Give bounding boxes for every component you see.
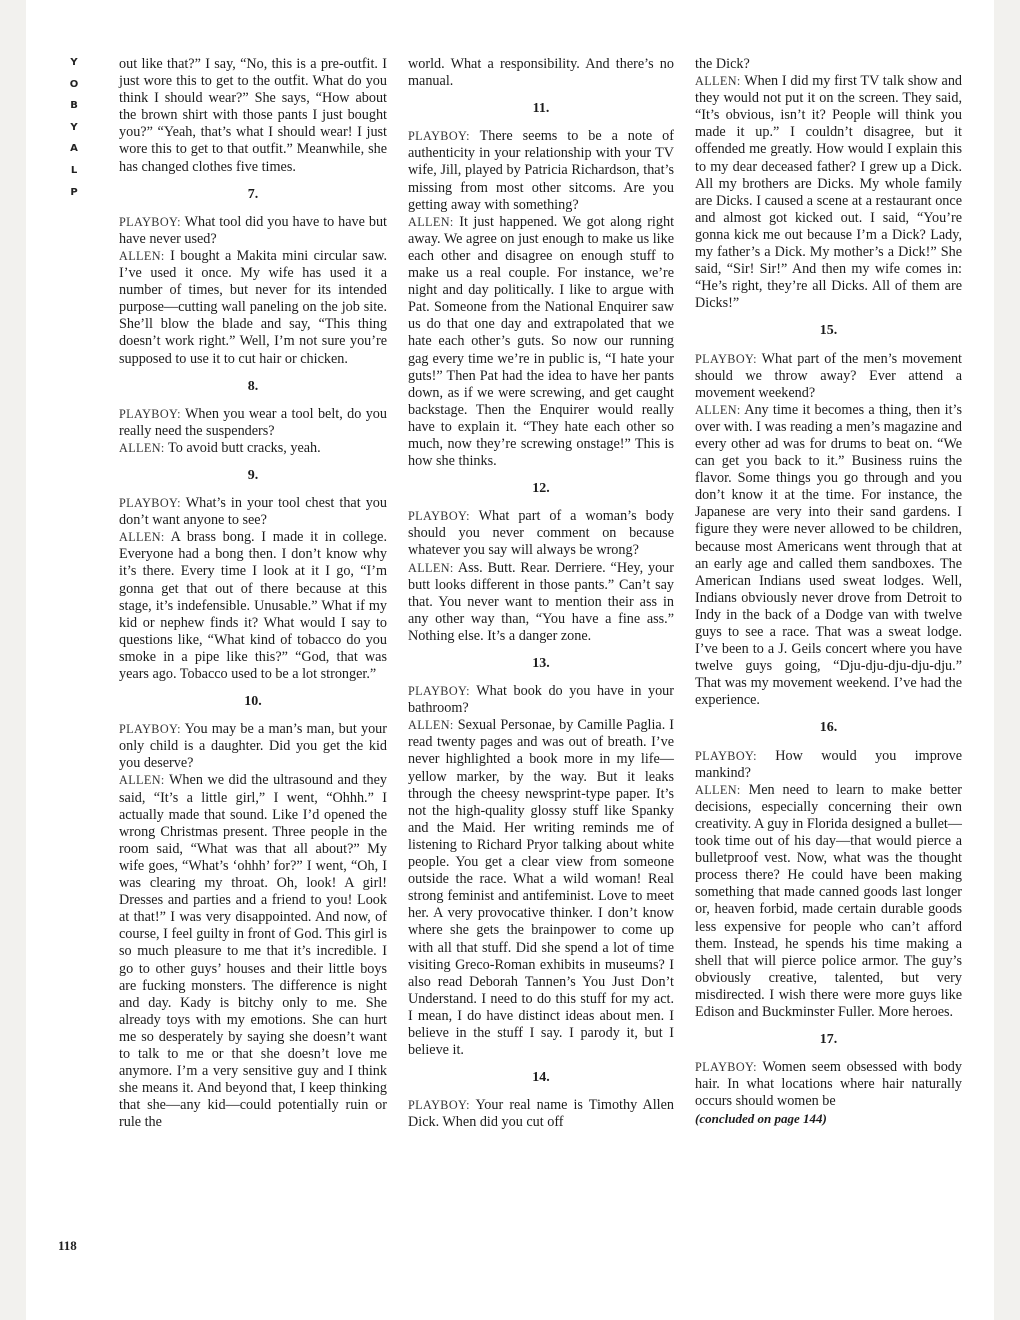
speaker-label-allen: ALLEN:	[408, 560, 454, 575]
subject-answer	[119, 440, 387, 457]
paragraph-text: Sexual Personae, by Camille Paglia. I read twenty pages and was out of breath. I’ve never highlighted a book more in my life—yellow marker, by the way. But it leaks through the cheesy newsprint-type paper. It’s not the high-quality glossy stuff like Spanky and the Maid. Her writing reminds me of listening to Richard Pryor talking about white people. You get a clear view from someone outside the race. What a wild woman! Real strong feminist and antifeminist. Love to meet her. A very provocative thinker. I don’t know where she gets the brainpower to come up with all that stuff. Did she spend a lot of time visiting Greco-Roman exhibits in museums? I also read Deborah Tannen’s You Just Don’t Understand. I need to do this stuff for my act. I mean, I do have distinct ideas about men. I believe in the stuff I say. I parody it, but I believe it.	[408, 717, 675, 1059]
subject-answer	[119, 529, 387, 683]
speaker-label-playboy: PLAYBOY:	[408, 129, 470, 144]
paragraph-text: the Dick?	[695, 56, 750, 72]
paragraph-text: Your real name is Timothy Allen Dick. When did you cut off	[408, 1097, 674, 1131]
speaker-label-playboy: PLAYBOY:	[119, 214, 181, 229]
speaker-label-playboy: PLAYBOY:	[695, 748, 757, 763]
paragraph-text: When we did the ultrasound and they said, “It’s a little girl,” I went, “Ohhh.” I actually made that sound. Like I’d opened the wrong Christmas present. Three people in the room said, “What was that all about?” My wife goes, “What’s ‘ohhh’ for?” I went, “Oh, I was clearing my throat. Oh, look! A girl! Dresses and parties and a friend to you! Look at that!” I was very disappointed. And now, of course, I feel guilty in front of God. This girl is so much pleasure to me that it’s incredible. I go to other guys’ houses and their little boys are fucking monsters. The difference is night and day. Kady is bitchy only to me. She already toys with my emotions. She can hurt me so desperately by saying she doesn’t want to talk to me or that she doesn’t love me anymore. I’m a very sensitive guy and I think she means it. And beyond that, I keep thinking that she—any kid—could potentially ruin or rule the	[119, 772, 387, 1131]
interviewer-question	[119, 214, 387, 248]
interviewer-question	[408, 683, 674, 717]
question-number: 16.	[819, 720, 838, 736]
paragraph-text: Ass. Butt. Rear. Derriere. “Hey, your butt looks different in those pants.” Can’t say that. You never want to mention their ass in any other way than, “You have a fine ass.” Nothing else. It’s a danger zone.	[408, 559, 675, 644]
running-head-letter: O	[69, 78, 79, 90]
paragraph-text: To avoid butt cracks, yeah.	[168, 439, 321, 456]
question-number: 17.	[819, 1032, 838, 1048]
subject-answer	[119, 772, 387, 1131]
paragraph-text: There seems to be a note of authenticity in your relationship with your TV wife, Jill, played by Patricia Richardson, that’s missing from most other sitcoms. Are you getting away with something?	[408, 128, 674, 213]
interviewer-question	[695, 1059, 962, 1110]
paragraph-text: What part of the men’s movement should we throw away? Ever attend a movement weekend?	[695, 350, 962, 401]
subject-answer	[695, 402, 962, 710]
question-number: 10.	[244, 694, 262, 710]
question-number: 14.	[532, 1070, 550, 1086]
running-head-letter: B	[70, 100, 78, 112]
paragraph-text: A brass bong. I made it in college. Everyone had a bong then. I don’t know why it’s there. Every time I look at it I go, “I’m gonna get that out of there because at this stage, it’s indefensible. Unusable.” What if my kid or nephew finds it? What would I say to questions like, “What kind of tobacco do you smoke in a pipe like this?” “God, that was years ago. Tobacco used to be a lot stronger.”	[119, 529, 387, 682]
interviewer-question	[119, 721, 387, 772]
subject-answer	[408, 560, 674, 645]
paragraph-text: I bought a Makita mini circular saw. I’ve used it once. My wife has used it a number of times, but never for its intended purpose—cutting wall paneling on the job site. She’ll blow the blade and say, “This thing doesn’t work right.” Well, I’m not sure you’re supposed to use it to cut hair or chicken.	[119, 247, 387, 367]
subject-answer	[408, 717, 674, 1059]
question-number: 8.	[247, 378, 259, 394]
paragraph-text: out like that?” I say, “No, this is a pre-outfit. I just wore this to get to the outfit. What do you think I should wear?” She says, “How about the brown shirt with those pants I just bought you?” “Yeah, that’s what I should wear! I just wore this to get to that outfit.” Meanwhile, she has changed clothes five times.	[119, 56, 387, 175]
paragraph-text: When you wear a tool belt, do you really need the suspenders?	[119, 405, 387, 439]
speaker-label-allen: ALLEN:	[695, 782, 741, 797]
speaker-label-allen: ALLEN:	[695, 74, 741, 89]
question-number: 15.	[819, 323, 838, 339]
question-number: 7.	[247, 186, 259, 202]
interviewer-question	[695, 748, 962, 782]
page-number: 118	[58, 1238, 77, 1253]
continuation-note: (concluded on page 144)	[695, 1111, 827, 1127]
interviewer-question	[119, 495, 387, 529]
paragraph-text: You may be a man’s man, but your only child is a daughter. Did you get the kid you deserve?	[119, 721, 387, 772]
interviewer-question	[408, 1097, 674, 1131]
interviewer-question	[695, 351, 962, 402]
question-number: 11.	[532, 101, 550, 117]
paragraph	[119, 56, 387, 176]
speaker-label-allen: ALLEN:	[695, 402, 741, 417]
running-head-letter: L	[70, 164, 78, 176]
magazine-page	[26, 0, 994, 1320]
paragraph	[408, 56, 674, 90]
paragraph-text: What part of a woman’s body should you never comment on because whatever you say will always be wrong?	[408, 508, 674, 559]
text-column-2	[408, 56, 674, 1131]
speaker-label-playboy: PLAYBOY:	[408, 684, 470, 699]
paragraph	[695, 56, 962, 73]
question-number: 13.	[532, 656, 550, 671]
text-column-3	[695, 56, 962, 1128]
speaker-label-allen: ALLEN:	[408, 718, 454, 733]
running-head-letter: P	[70, 186, 78, 198]
speaker-label-allen: ALLEN:	[119, 530, 165, 545]
paragraph-text: world. What a responsibility. And there’s no manual.	[408, 56, 674, 90]
paragraph-text: What’s in your tool chest that you don’t want anyone to see?	[119, 495, 387, 529]
paragraph-text: What tool did you have to have but have never used?	[119, 213, 387, 247]
interviewer-question	[408, 508, 674, 559]
subject-answer	[119, 248, 387, 368]
interviewer-question	[119, 406, 387, 440]
paragraph-text: Women seem obsessed with body hair. In what locations where hair naturally occurs should women be	[695, 1059, 962, 1110]
speaker-label-allen: ALLEN:	[119, 248, 165, 263]
speaker-label-playboy: PLAYBOY:	[119, 722, 181, 737]
speaker-label-playboy: PLAYBOY:	[119, 406, 181, 421]
speaker-label-playboy: PLAYBOY:	[695, 1060, 757, 1075]
speaker-label-playboy: PLAYBOY:	[119, 496, 181, 511]
running-head-letter: Y	[70, 121, 78, 133]
paragraph-text: What book do you have in your bathroom?	[408, 683, 674, 717]
question-number: 12.	[532, 481, 550, 497]
interviewer-question	[408, 128, 674, 213]
paragraph-text: Men need to learn to make better decisions, especially concerning their own creativity. A guy in Florida designed a bullet—took time out of his day—that would pierce a bulletproof vest. Now, what was the thought process there? He could have been making something that made canned goods last longer or, heaven forbid, made certain durable goods less expensive for people who can’t afford them. Instead, he spends his time making a shell that will pierce police armor. The guy’s obviously creative, talented, but very misdirected. I wish there were more guys like Edison and Buckminster Fuller. More heroes.	[695, 781, 963, 1020]
paragraph-text: Any time it becomes a thing, then it’s over with. I was reading a men’s magazine and every other ad was for drums to beat on. “We can get you back to it.” Business ruins the flavor. Some things you go through and you don’t know it at the time. For instance, the Japanese are very into their sand gardens. I figure they were never allowed to be children, because most Americans went through that at an early age and called them sandboxes. The American Indians used sweat lodges. Well, Indians obviously never drove from Detroit to Indy in the back of a Dodge van with twelve guys to see a race. That was a sweat lodge. I’ve been to a J. Geils concert where you have twelve guys going, “Dju-dju-dju-dju-dju.” That was my movement weekend. I’ve had the experience.	[695, 401, 962, 709]
paragraph-text: How would you improve mankind?	[695, 747, 962, 781]
running-head	[67, 52, 81, 203]
speaker-label-playboy: PLAYBOY:	[695, 351, 757, 366]
speaker-label-allen: ALLEN:	[408, 214, 454, 229]
speaker-label-allen: ALLEN:	[119, 773, 165, 788]
subject-answer	[695, 73, 962, 312]
subject-answer	[408, 214, 674, 470]
speaker-label-playboy: PLAYBOY:	[408, 509, 470, 524]
speaker-label-playboy: PLAYBOY:	[408, 1098, 470, 1113]
speaker-label-allen: ALLEN:	[119, 440, 165, 455]
running-head-letter: A	[70, 143, 78, 155]
subject-answer	[695, 782, 962, 1021]
question-number: 9.	[247, 467, 259, 483]
paragraph-text: When I did my first TV talk show and they would not put it on the screen. They said, “It’s obvious, isn’t it? People will think you made it up.” I couldn’t disagree, but it offended me greatly. How would I explain this to my dear deceased father? I grew up a Dick. All my brothers are Dicks. My whole family are Dicks. I caused a scene at a restaurant once and almost got kicked out. I said, “You’re gonna kick me out because I’m a Dick? Lady, my father’s a Dick. My mother’s a Dick!” She said, “Sir! Sir!” And then my wife comes in: “He’s right, they’re all Dicks. All of them are Dicks!”	[695, 73, 963, 312]
paragraph-text: It just happened. We got along right away. We agree on just enough to make us like each other and disagree on enough stuff to make us a real couple. For instance, we’re night and day politically. I like to argue with Pat. Someone from the National Enquirer saw us do that one day and extrapolated that we hate each other’s guts. So now our running gag every time we’re in public is, “I hate your guts!” Then Pat had the idea to have her pants down, as if we were screwing, and get caught backstage. Then the Enquirer would really have to explain it. “They hate each other so much, now they’re screwing onstage!” This is how she thinks.	[408, 213, 675, 470]
text-column-1	[119, 56, 387, 1131]
running-head-letter: Y	[70, 57, 78, 68]
